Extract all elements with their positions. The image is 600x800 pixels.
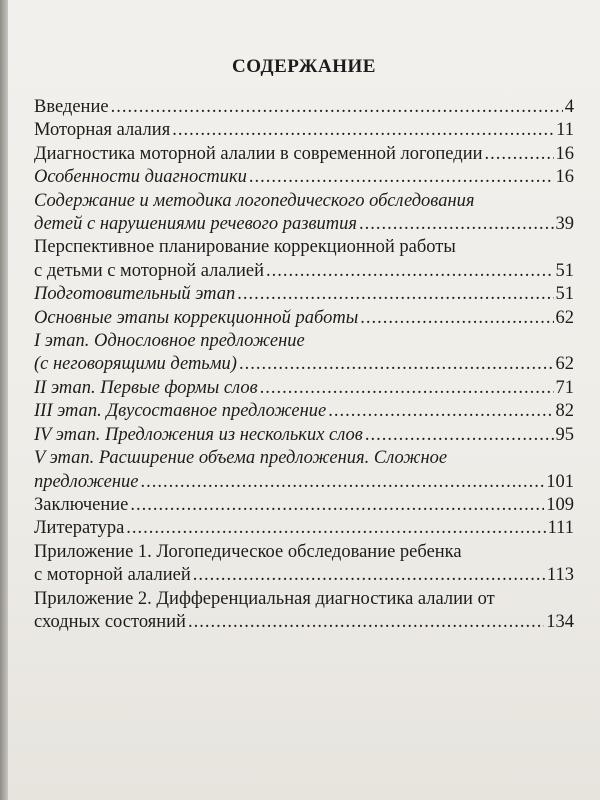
toc-entry-title: сходных состояний <box>34 611 186 632</box>
toc-entry <box>34 330 574 377</box>
toc-entry <box>34 119 574 142</box>
toc-entry-title: детей с нарушениями речевого развития <box>34 214 357 235</box>
toc-entry-line <box>34 260 574 283</box>
toc-entry-line <box>34 166 574 189</box>
toc-page-number: 11 <box>556 120 574 141</box>
toc-entry-line <box>34 213 574 236</box>
toc-page-number: 109 <box>546 494 574 515</box>
toc-page-number: 71 <box>555 377 574 398</box>
toc-entry-line <box>34 447 574 470</box>
toc-entry-line <box>34 541 574 564</box>
toc-entry-title: с моторной алалией <box>34 565 191 586</box>
dot-leader <box>249 166 554 189</box>
dot-leader <box>485 143 554 166</box>
dot-leader <box>260 377 554 400</box>
toc-page-number: 62 <box>555 354 574 375</box>
toc-entry-title: предложение <box>34 471 139 492</box>
toc-entry-line <box>34 611 574 634</box>
toc-entry <box>34 190 574 237</box>
toc-entry-line <box>34 517 574 540</box>
dot-leader <box>126 517 545 540</box>
book-spine-shadow <box>0 0 8 800</box>
toc-entry-line <box>34 283 574 306</box>
toc-page-number: 101 <box>546 471 574 492</box>
toc-entry-title: Диагностика моторной алалии в современной логопедии <box>34 143 483 164</box>
dot-leader <box>130 494 544 517</box>
toc-entry-title: с детьми с моторной алалией <box>34 260 265 281</box>
toc-entry-title: Перспективное планирование коррекционной работы <box>34 237 456 258</box>
toc-entry <box>34 96 574 119</box>
dot-leader <box>141 471 545 494</box>
toc-entry-line <box>34 588 574 611</box>
book-page <box>8 0 600 800</box>
dot-leader <box>237 283 553 306</box>
toc-entry <box>34 517 574 540</box>
toc-entry <box>34 236 574 283</box>
toc-page-number: 111 <box>547 518 574 539</box>
dot-leader <box>365 424 554 447</box>
toc-entry <box>34 588 574 635</box>
toc-page-number: 62 <box>555 307 574 328</box>
toc-page-number: 4 <box>564 97 574 117</box>
toc-entry-title: Приложение 1. Логопедическое обследование ребенка <box>34 541 462 562</box>
toc-entry-title: Приложение 2. Дифференциальная диагностика алалии от <box>34 588 495 609</box>
dot-leader <box>239 353 554 376</box>
toc-entry-title: V этап. Расширение объема предложения. Сложное <box>34 448 448 469</box>
toc-page-number: 51 <box>555 260 574 281</box>
toc-page-number: 39 <box>555 214 574 235</box>
dot-leader <box>188 611 544 634</box>
toc-entry <box>34 424 574 447</box>
toc-entry-line <box>34 471 574 494</box>
toc-page-number: 134 <box>546 611 574 632</box>
toc-page-number: 16 <box>555 167 574 188</box>
toc-page-number: 113 <box>546 565 574 586</box>
toc-entry <box>34 400 574 423</box>
table-of-contents <box>34 96 574 634</box>
toc-entry <box>34 307 574 330</box>
toc-entry-line <box>34 119 574 142</box>
toc-entry-line <box>34 400 574 423</box>
toc-entry <box>34 283 574 306</box>
toc-entry-title: Особенности диагностики <box>34 167 247 188</box>
toc-entry <box>34 143 574 166</box>
toc-entry-title: (с неговорящими детьми) <box>34 354 237 375</box>
toc-entry-title: Подготовительный этап <box>34 284 236 305</box>
toc-page-number: 95 <box>555 424 574 445</box>
toc-entry-line <box>34 307 574 330</box>
toc-entry <box>34 541 574 588</box>
toc-entry-title: Моторная алалия <box>34 120 171 141</box>
dot-leader <box>359 213 554 236</box>
toc-entry-title: IV этап. Предложения из нескольких слов <box>34 424 363 445</box>
toc-entry-line <box>34 494 574 517</box>
toc-page-number: 51 <box>555 284 574 305</box>
toc-entry <box>34 377 574 400</box>
toc-entry <box>34 494 574 517</box>
dot-leader <box>111 96 563 119</box>
toc-page-number: 82 <box>555 401 574 422</box>
toc-entry-title: Содержание и методика логопедического обследования <box>34 190 475 211</box>
page-title: СОДЕРЖАНИЕ <box>232 56 376 77</box>
toc-entry-line <box>34 424 574 447</box>
toc-entry-title: I этап. Однословное предложение <box>34 331 305 352</box>
toc-entry-title: Введение <box>34 97 109 117</box>
toc-entry-line <box>34 377 574 400</box>
toc-entry-line <box>34 96 574 119</box>
toc-entry <box>34 166 574 189</box>
toc-entry-title: Основные этапы коррекционной работы <box>34 307 359 328</box>
toc-entry-line <box>34 353 574 376</box>
dot-leader <box>266 260 553 283</box>
toc-entry-title: Заключение <box>34 494 129 515</box>
toc-entry-line <box>34 236 574 259</box>
toc-entry <box>34 447 574 494</box>
toc-entry-title: Литература <box>34 518 125 539</box>
toc-entry-line <box>34 143 574 166</box>
toc-entry-title: III этап. Двусоставное предложение <box>34 401 327 422</box>
toc-page-number: 16 <box>555 143 574 164</box>
dot-leader <box>328 400 553 423</box>
dot-leader <box>172 119 554 142</box>
toc-entry-line <box>34 190 574 213</box>
dot-leader <box>193 564 545 587</box>
toc-entry-line <box>34 564 574 587</box>
toc-entry-title: II этап. Первые формы слов <box>34 377 258 398</box>
toc-entry-line <box>34 330 574 353</box>
dot-leader <box>360 307 553 330</box>
